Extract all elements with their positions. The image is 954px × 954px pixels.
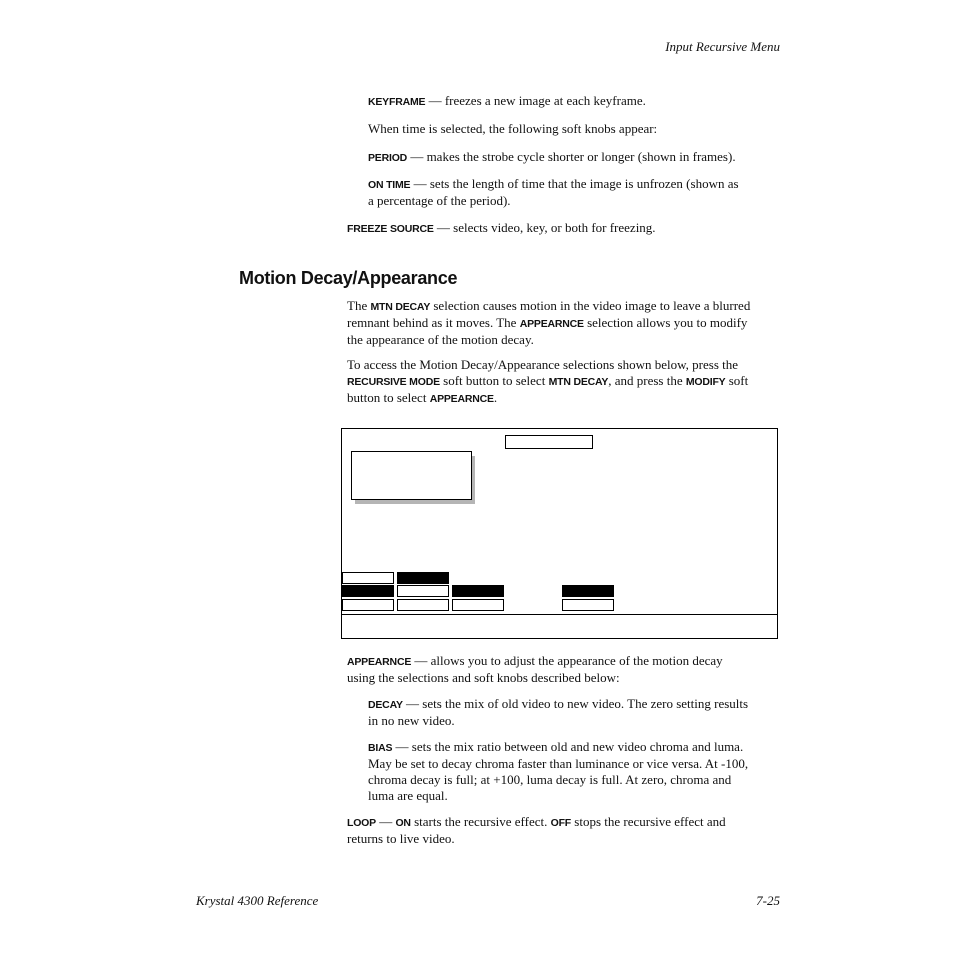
on-time-term: ON TIME <box>368 179 411 191</box>
loop-item <box>347 814 726 847</box>
access-paragraph <box>347 357 748 407</box>
access-text: . <box>493 390 498 405</box>
on-term: ON <box>395 817 411 829</box>
off-term: OFF <box>550 817 572 829</box>
appearnce-term: APPEARNCE <box>519 318 584 330</box>
status-panel <box>351 451 472 500</box>
bias-text: luma are equal. <box>368 788 448 803</box>
keyframe-item <box>368 93 646 110</box>
decay-term: DECAY <box>368 699 403 711</box>
loop-text: — <box>375 814 396 829</box>
appearnce-text: using the selections and soft knobs described below: <box>347 670 620 685</box>
bias-text: May be set to decay chroma faster than luminance or vice versa. At -100, <box>368 756 749 771</box>
loop-term: LOOP <box>347 817 376 829</box>
menu-title-field <box>505 435 593 449</box>
decay-text: — sets the mix of old video to new video. The zero setting results <box>402 696 749 711</box>
keyframe-term: KEYFRAME <box>368 96 426 108</box>
decay-text: in no new video. <box>368 713 455 728</box>
loop-text: returns to live video. <box>347 831 455 846</box>
footer-page-number: 7-25 <box>756 893 780 908</box>
bias-item <box>368 739 748 804</box>
on-time-text-1: — sets the length of time that the image is unfrozen (shown as <box>410 176 739 191</box>
access-text: soft button to select <box>439 373 549 388</box>
period-term: PERIOD <box>368 152 408 164</box>
intro-text: selection allows you to modify <box>583 315 748 330</box>
period-item <box>368 149 736 166</box>
soft-button-1-middle[interactable] <box>342 585 394 597</box>
modify-term: MODIFY <box>685 376 726 388</box>
access-text: To access the Motion Decay/Appearance selections shown below, press the <box>347 357 739 372</box>
decay-item <box>368 696 748 729</box>
appearnce-item <box>347 653 723 686</box>
mtn-decay-term: MTN DECAY <box>548 376 609 388</box>
section-heading: Motion Decay/Appearance <box>239 268 458 288</box>
soft-button-2-top[interactable] <box>397 572 449 584</box>
keyframe-text: — freezes a new image at each keyframe. <box>425 93 646 108</box>
soft-button-1-bottom[interactable] <box>342 599 394 611</box>
loop-text: stops the recursive effect and <box>571 814 726 829</box>
intro-text: The <box>347 298 371 313</box>
appearnce-term: APPEARNCE <box>347 656 412 668</box>
access-text: button to select <box>347 390 430 405</box>
freeze-source-term: FREEZE SOURCE <box>347 223 434 235</box>
appearnce-term: APPEARNCE <box>429 393 494 405</box>
access-text: , and press the <box>608 373 686 388</box>
on-time-item <box>368 176 739 209</box>
freeze-source-text: — selects video, key, or both for freezing. <box>433 220 656 235</box>
running-header: Input Recursive Menu <box>665 39 780 54</box>
intro-text: the appearance of the motion decay. <box>347 332 534 347</box>
soft-button-5-top[interactable] <box>562 585 614 597</box>
footer-book-title: Krystal 4300 Reference <box>196 893 319 908</box>
intro-text: selection causes motion in the video image to leave a blurred <box>430 298 751 313</box>
bias-term: BIAS <box>368 742 393 754</box>
soft-button-3-bottom[interactable] <box>452 599 504 611</box>
soft-button-3-top[interactable] <box>452 585 504 597</box>
menu-screen-diagram <box>341 428 778 639</box>
loop-text: starts the recursive effect. <box>410 814 551 829</box>
period-text: — makes the strobe cycle shorter or longer (shown in frames). <box>407 149 736 164</box>
access-text: soft <box>725 373 749 388</box>
mtn-decay-term: MTN DECAY <box>370 301 431 313</box>
intro-text: remnant behind as it moves. The <box>347 315 520 330</box>
recursive-mode-term: RECURSIVE MODE <box>347 376 440 388</box>
knob-row-divider <box>342 614 777 615</box>
soft-button-1-top[interactable] <box>342 572 394 584</box>
appearnce-text: — allows you to adjust the appearance of the motion decay <box>411 653 723 668</box>
intro-paragraph <box>347 298 750 348</box>
on-time-text-2: a percentage of the period). <box>368 193 511 208</box>
soft-button-2-bottom[interactable] <box>397 599 449 611</box>
bias-text: — sets the mix ratio between old and new video chroma and luma. <box>392 739 744 754</box>
freeze-source-item <box>347 220 656 237</box>
time-intro: When time is selected, the following soft knobs appear: <box>368 121 658 136</box>
bias-text: chroma decay is full; at +100, luma decay is full. At zero, chroma and <box>368 772 732 787</box>
soft-button-2-middle[interactable] <box>397 585 449 597</box>
soft-button-5-bottom[interactable] <box>562 599 614 611</box>
